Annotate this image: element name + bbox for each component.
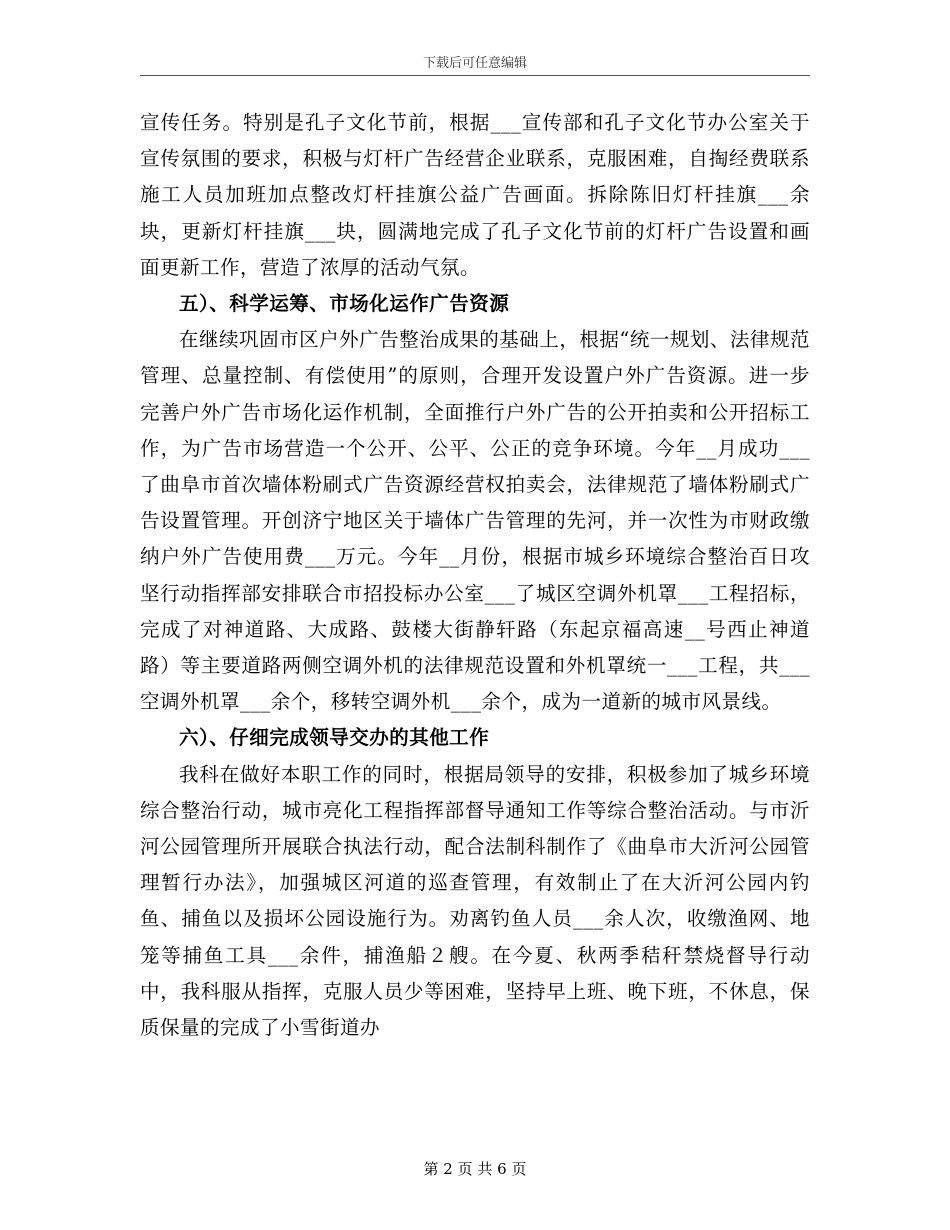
paragraph-continuation: 宣传任务。特别是孔子文化节前，根据___宣传部和孔子文化节办公室关于宣传氛围的要求，积极与灯杆广告经营企业联系，克服困难，自掏经费联系施工人员加班加点整改灯杆挂旗公益广告画面。拆除陈旧灯杆挂旗___余块，更新灯杆挂旗___块，圆满地完成了孔子文化节前的灯杆广告设置和画面更新工作，营造了浓厚的活动气氛。 bbox=[140, 111, 810, 279]
page-header-note: 下载后可任意编辑 bbox=[422, 56, 527, 71]
paragraph-other-work: 我科在做好本职工作的同时，根据局领导的安排，积极参加了城乡环境综合整治行动，城市亮化工程指挥部督导通知工作等综合整治活动。与市沂河公园管理所开展联合执法行动，配合法制科制作了《曲阜市大沂河公园管理暂行办法》，加强城区河道的巡查管理，有效制止了在大沂河公园内钓鱼、捕鱼以及损坏公园设施行为。劝离钓鱼人员___余人次，收缴渔网、地笼等捕鱼工具___余件，捕渔船２艘。在今夏、秋两季秸秆禁烧督导行动中，我科服从指挥，克服人员少等困难，坚持早上班、晚下班，不休息，保质保量的完成了小雪街道办 bbox=[140, 762, 810, 1040]
section-heading-5: 五）、科学运筹、市场化运作广告资源 bbox=[179, 292, 510, 316]
document-body bbox=[140, 105, 810, 1046]
paragraph-advertising-resources: 在继续巩固市区户外广告整治成果的基础上，根据“统一规划、法律规范管理、总量控制、有偿使用”的原则，合理开发设置户外广告资源。进一步完善户外广告市场化运作机制，全面推行户外广告的公开拍卖和公开招标工作，为广告市场营造一个公开、公平、公正的竞争环境。今年__月成功___了曲阜市首次墙体粉刷式广告资源经营权拍卖会，法律规范了墙体粉刷式广告设置管理。开创济宁地区关于墙体广告管理的先河，并一次性为市财政缴纳户外广告使用费___万元。今年__月份，根据市城乡环境综合整治百日攻坚行动指挥部安排联合市招投标办公室___了城区空调外机罩___工程招标，完成了对神道路、大成路、鼓楼大街静轩路（东起京福高速__号西止神道路）等主要道路两侧空调外机的法律规范设置和外机罩统一___工程，共___空调外机罩___余个，移转空调外机___余个，成为一道新的城市风景线。 bbox=[140, 328, 810, 714]
header-divider bbox=[140, 75, 810, 76]
section-heading-6: 六）、仔细完成领导交办的其他工作 bbox=[179, 726, 490, 750]
page-footer-number: 第 2 页 共 6 页 bbox=[423, 1160, 527, 1178]
